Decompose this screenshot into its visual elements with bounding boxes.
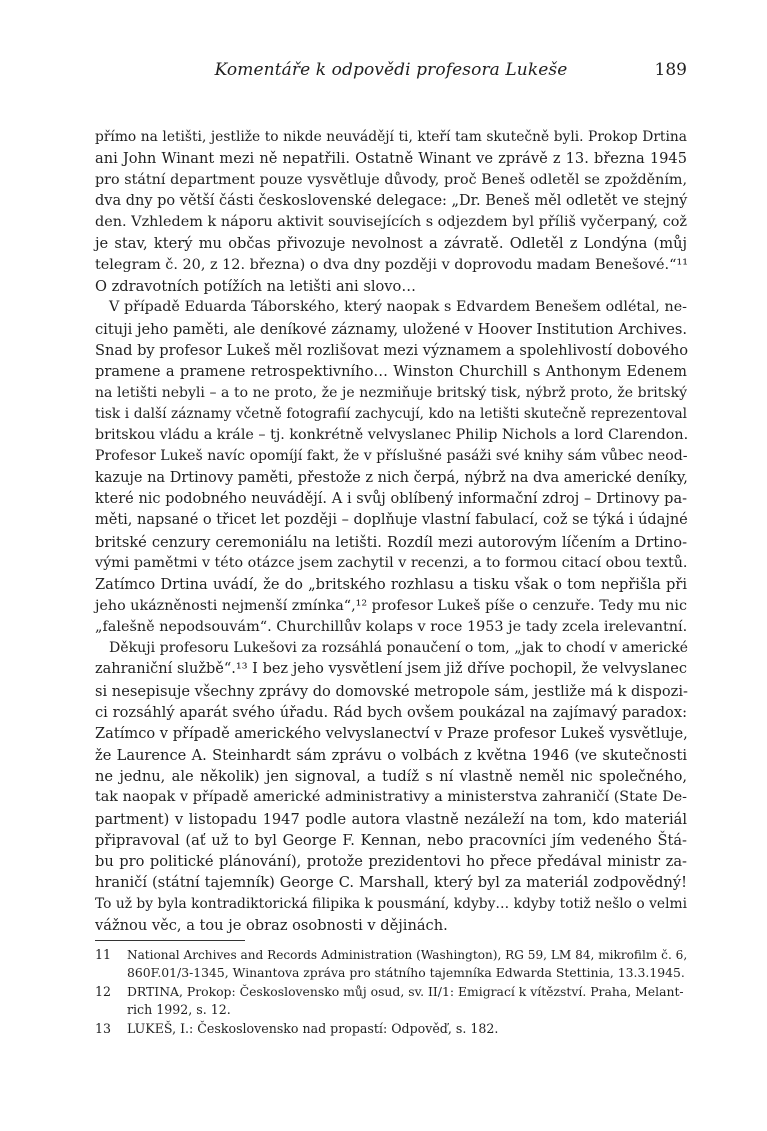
footnotes [95, 946, 687, 1039]
footnote [95, 983, 687, 1019]
page-number: 189 [654, 60, 687, 80]
text-line: zahraniční službě“.¹³ I bez jeho vysvětlení jsem již dříve pochopil, že velvyslanec [95, 661, 687, 678]
text-line: tisk i další záznamy včetně fotografií zachycují, kdo na letišti skutečně reprezentoval [95, 405, 687, 422]
text-line: dva dny po větší části československé delegace: „Dr. Beneš měl odletět ve stejný [95, 192, 688, 209]
text-line: „falešně nepodsouvám“. Churchillův kolaps v roce 1953 je tady zcela irelevantní. [95, 618, 688, 635]
text-line: O zdravotních potížích na letišti ani slovo… [95, 278, 416, 296]
text-line: vými pamětmi v této otázce jsem zachytil v recenzi, a to formou citací obou textů. [95, 554, 688, 571]
text-line: je stav, který mu občas přivozuje nevolnost a závratě. Odletěl z Londýna (můj [95, 235, 687, 253]
text-line: si nesepisuje všechny zprávy do domovské metropole sám, jestliže má k dispozi- [95, 682, 688, 700]
text-line: pramene a pramene retrospektivního… Winston Churchill s Anthonym Edenem [95, 363, 687, 381]
paragraph [95, 127, 687, 297]
text-line: že Laurence A. Steinhardt sám zprávu o volbách z května 1946 (ve skutečnosti [95, 746, 687, 764]
text-line: partment) v listopadu 1947 podle autora vlastně nezáleží na tom, kdo materiál [95, 810, 687, 828]
footnote-number: 11 [95, 947, 112, 962]
footnote-number: 13 [95, 1021, 112, 1036]
text-line: měti, napsané o třicet let později – doplňuje vlastní fabulací, což se týká i údajné [95, 512, 688, 529]
text-line: hraničí (státní tajemník) George C. Marshall, který byl za materiál zodpovědný! [95, 874, 687, 892]
text-line: den. Vzhledem k náporu aktivit souvisejících s odjezdem byl příliš vyčerpaný, což [95, 214, 687, 231]
footnote-number: 12 [95, 984, 112, 999]
paragraph [95, 297, 687, 638]
text-line: Snad by profesor Lukeš měl rozlišovat mezi významem a spolehlivostí dobového [95, 341, 689, 359]
footnote-line: LUKEŠ, I.: Československo nad propastí: Odpověď, s. 182. [127, 1021, 499, 1036]
text-line: připravoval (ať už to byl George F. Kennan, nebo pracovníci jím vedeného Štá- [95, 831, 687, 849]
text-line: kazuje na Drtinovy paměti, přestože z nich čerpá, nýbrž na dva americké deníky, [95, 469, 688, 486]
running-head [95, 60, 687, 84]
footnote [95, 946, 687, 982]
footnote-line: 860F.01/3-1345, Winantova zpráva pro státního tajemníka Edwarda Stettinia, 13.3.1945. [127, 965, 685, 980]
running-head-title: Komentáře k odpovědi profesora Lukeše [214, 60, 568, 80]
text-line: britskou vládu a krále – tj. konkrétně velvyslanec Philip Nichols a lord Clarendon. [95, 427, 689, 444]
text-line: Zatímco v případě amerického velvyslanectví v Praze profesor Lukeš vysvětluje, [95, 725, 688, 743]
text-line: na letišti nebyli – a to ne proto, že je nezmiňuje britský tisk, nýbrž proto, že britský [95, 384, 687, 401]
text-line: ci rozsáhlý aparát svého úřadu. Rád bych ovšem poukázal na zajímavý paradox: [95, 704, 687, 722]
text-line: ne jednu, ale několik) jen signoval, a tudíž s ní vlastně neměl nic společného, [95, 767, 687, 785]
text-line: vážnou věc, a tou je obraz osobnosti v dějinách. [95, 916, 448, 934]
footnote-divider [95, 940, 245, 941]
text-line: telegram č. 20, z 12. března) o dva dny později v doprovodu madam Benešové.“¹¹ [95, 256, 689, 273]
text-line: cituji jeho paměti, ale deníkové záznamy, uložené v Hoover Institution Archives. [95, 320, 687, 338]
text-line: Děkuji profesoru Lukešovi za rozsáhlá ponaučení o tom, „jak to chodí v americké [109, 640, 689, 657]
footnote-line: National Archives and Records Administration (Washington), RG 59, LM 84, mikrofilm č. 6, [127, 948, 688, 962]
footnote-line: rich 1992, s. 12. [127, 1002, 231, 1017]
text-line: ani John Winant mezi ně nepatřili. Ostatně Winant ve zprávě z 13. března 1945 [95, 150, 687, 168]
text-line: tak naopak v případě americké administrativy a ministerstva zahraničí (State De- [95, 789, 687, 806]
text-line: To už by byla kontradiktorická filipika k pousmání, kdyby… kdyby totiž nešlo o velmi [95, 895, 687, 912]
footnote [95, 1020, 687, 1038]
paragraph [95, 638, 687, 936]
text-line: Profesor Lukeš navíc opomíjí fakt, že v příslušné pasáži své knihy sám vůbec neod- [95, 448, 688, 465]
body-text [95, 127, 687, 936]
text-line: britské cenzury ceremoniálu na letišti. Rozdíl mezi autorovým líčením a Drtino- [95, 533, 687, 551]
text-line: pro státní department pouze vysvětluje důvody, proč Beneš odletěl se zpožděním, [95, 171, 687, 188]
text-line: Zatímco Drtina uvádí, že do „britského rozhlasu a tisku však o tom nepřišla při [95, 576, 687, 594]
text-line: jeho ukázněnosti nejmenší zmínka“,¹² profesor Lukeš píše o cenzuře. Tedy mu nic [95, 597, 687, 614]
text-line: přímo na letišti, jestliže to nikde neuvádějí ti, kteří tam skutečně byli. Prokop Drtina [95, 129, 687, 145]
text-line: které nic podobného neuvádějí. A i svůj oblíbený informační zdroj – Drtinovy pa- [95, 491, 687, 508]
footnote-line: DRTINA, Prokop: Československo můj osud, sv. II/1: Emigrací k vítězství. Praha, Melant- [127, 984, 684, 999]
text-line: bu pro politické plánování), protože prezidentovi ho přece předával ministr za- [95, 853, 687, 871]
text-line: V případě Eduarda Táborského, který naopak s Edvardem Benešem odlétal, ne- [109, 299, 687, 316]
